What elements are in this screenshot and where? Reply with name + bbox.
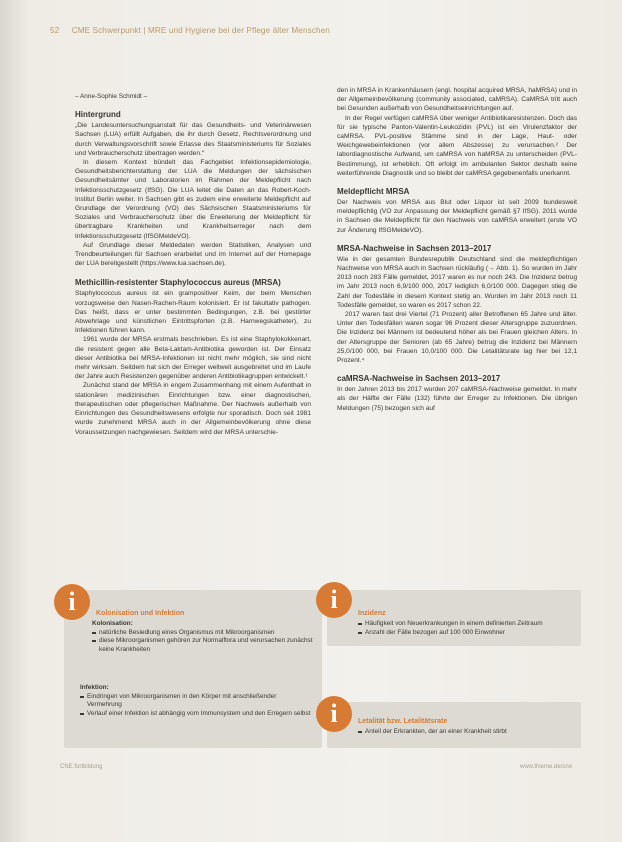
heading-meldepflicht: Meldepflicht MRSA <box>337 187 410 197</box>
list-item: natürliche Besiedlung eines Organismus mit Mikroorganismen <box>92 629 314 638</box>
paragraph: In den Jahren 2013 bis 2017 wurden 207 caMRSA-Nachweise gemeldet. In mehr als der Hälfte der Fälle (132) führte der Erreger zu Infektionen. Die übrigen Meldungen (75) bezogen sich auf <box>337 386 577 412</box>
paragraph: In diesem Kontext bündelt das Fachgebiet Infektionsepidemiologie, Gesundheitsberichterstattung der LUA die Meldungen der sächsischen Gesundheitsämter und Laboratorien im Rahmen der Meldepflicht nach Infektionsschutzgesetz (IfSG). Die LUA leitet die Daten an das Robert-Koch-Institut Berlin weiter. In Sachsen gibt es zudem eine erweiterte Meldepflicht auf Grundlage der Verordnung (VO) des Sächsischen Staatsministeriums für Soziales und Verbraucherschutz über die Erweiterung der Meldepflicht für übertragbare Krankheiten und Krankheitserreger nach dem Infektionsschutzgesetz (IfSGMeldeVO). <box>75 159 311 240</box>
infobox-body <box>358 728 574 737</box>
heading-camrsa-nachweise: caMRSA-Nachweise in Sachsen 2013–2017 <box>337 374 501 384</box>
infobox-body <box>92 620 314 654</box>
infobox-subtitle: Infektion: <box>80 684 109 691</box>
list-item: diese Mikroorganismen gehören zur Normalflora und verursachen zunächst keine Krankheiten <box>92 637 314 654</box>
footer-left: CNE.fortbildung <box>60 764 103 770</box>
infobox-subtitle: Kolonisation: <box>92 620 133 627</box>
heading-hintergrund: Hintergrund <box>75 110 121 120</box>
paragraph: „Die Landesuntersuchungsanstalt für das Gesundheits- und Veterinärwesen Sachsen (LUA) erfüllt Aufgaben, die ihr durch Gesetz, Rechtsverordnung und durch Verwaltungsvorschrift sowie Erlasse des Staatsministeriums für Soziales und Verbraucherschutz übertragen werden.“ <box>75 122 311 157</box>
left-column <box>75 92 311 437</box>
infobox-title: Inzidenz <box>358 610 386 617</box>
infobox-inzidenz <box>327 590 581 646</box>
paragraph: Staphylococcus aureus ist ein grampositiver Keim, der beim Menschen vorzugsweise den Nasen-Rachen-Raum kolonisiert. Er ist fakultativ pathogen. Das heißt, dass er unter bestimmten Bedingungen, z.B. bei gestörter Abwehrlage und künstlichen Eintrittspforten (z.B. Harnwegskatheter), zu Infektionen führen kann. <box>75 290 311 335</box>
paragraph: In der Regel verfügen caMRSA über weniger Antibiotikaresistenzen. Doch das für sie typische Panton-Valentin-Leukozidin (PVL) ist ein Virulenzfaktor der caMRSA. PVL-positive Stämme sind in der Lage, Haut- oder Weichgewebeinfektionen (vor allem Abszesse) zu verursachen.² Der labordiagnostische Aufwand, um caMRSA von haMRSA zu unterscheiden (PVL-Bestimmung), ist erheblich. Oft erfolgt im ambulanten Sektor deshalb keine weiterführende Diagnostik und so bleibt der caMRSA gegebenenfalls unerkannt. <box>337 114 577 177</box>
page-number: 52 <box>50 26 60 35</box>
infobox-body <box>358 620 574 637</box>
infobox-body <box>80 684 312 718</box>
info-icon: i <box>316 696 352 732</box>
paragraph: Wie in der gesamten Bundesrepublik Deutschland sind die meldepflichtigen Nachweise von MRSA auch in Sachsen rückläufig (→ Abb. 1). So wurden im Jahr 2013 noch 283 Fälle gemeldet, 2017 waren es nur noch 243. Die Inzidenz betrug im Jahr 2013 noch 6,9/100 000, 2017 lediglich 6,0/100 000. Dagegen stieg die Zahl der Todesfälle in diesem Kontext stetig an. Wurden im Jahr 2013 noch 11 Todesfälle gemeldet, so waren es 2017 schon 22. <box>337 255 577 309</box>
paragraph: Der Nachweis von MRSA aus Blut oder Liquor ist seit 2009 bundesweit meldepflichtig (VO zur Anpassung der Meldepflicht gemäß §7 IfSG). 2011 wurde in Sachsen die Meldepflicht für den Nachweis von caMRSA erweitert (erste VO zur Änderung IfSGMeldeVO). <box>337 199 577 234</box>
info-icon: i <box>54 584 90 620</box>
paragraph: den in MRSA in Krankenhäusern (engl. hospital acquired MRSA, haMRSA) und in der Allgemeinbevölkerung (community associated, caMRSA). CaMRSA tritt auch bei Gesunden außerhalb von Gesundheitseinrichtungen auf. <box>337 87 577 113</box>
list-item: Verlauf einer Infektion ist abhängig vom Immunsystem und den Erregern selbst <box>80 710 312 719</box>
footer-right: www.thieme.de/cne <box>520 764 573 770</box>
infobox-title: Letalität bzw. Letalitätsrate <box>358 718 448 725</box>
paragraph: Auf Grundlage dieser Meldedaten werden Statistiken, Analysen und Trendbeurteilungen für Sachsen erarbeitet und im Internet auf der Homepage der LUA bereitgestellt (https://www.lua.sachsen.de). <box>75 241 311 268</box>
paragraph: 1961 wurde der MRSA erstmals beschrieben. Es ist eine Staphylokokkenart, die resistent gegen alle Beta-Laktam-Antibiotika geworden ist. Der Einsatz dieser Antibiotika bei MRSA-Infektionen ist nicht mehr möglich, sie sind nicht mehr wirksam. Seitdem hat sich der Erreger weltweit ausgebreitet und im Laufe der Jahre auch Resistenzen gegenüber anderen Antibiotikagruppen entwickelt.¹ <box>75 336 311 381</box>
heading-mrsa: Methicillin-resistenter Staphylococcus aureus (MRSA) <box>75 278 281 288</box>
info-icon: i <box>316 582 352 618</box>
infobox-letalitaet <box>327 702 581 748</box>
infobox-title: Kolonisation und Infektion <box>96 610 185 617</box>
list-item: Anteil der Erkrankten, der an einer Krankheit stirbt <box>358 728 574 737</box>
paragraph: 2017 waren fast drei Viertel (71 Prozent) aller Betroffenen 65 Jahre und älter. Unter den Todesfällen waren sogar 96 Prozent dieser Altersgruppe zuzuordnen. Die Inzidenz bei Männern ist bedeutend höher als bei Frauen gleichen Alters. In der Altersgruppe der Senioren (ab 65 Jahre) betrug die Inzidenz bei Männern 25,0/100 000, bei Frauen 10,0/100 000. Die Letalitätsrate lag hier bei 12,1 Prozent.⁴ <box>337 311 577 365</box>
list-item: Eindringen von Mikroorganismen in den Körper mit anschließender Vermehrung <box>80 693 312 710</box>
page-header <box>50 26 330 35</box>
header-title: CME Schwerpunkt | MRE und Hygiene bei der Pflege älter Menschen <box>71 26 330 35</box>
author-line: – Anne-Sophie Schmidt – <box>75 93 148 100</box>
heading-mrsa-nachweise: MRSA-Nachweise in Sachsen 2013–2017 <box>337 243 492 253</box>
paragraph: Zunächst stand der MRSA in engem Zusammenhang mit einem Aufenthalt in stationären medizinischen Einrichtungen bzw. einer diagnostischen, therapeutischen oder pflegerischen Maßnahme. Der Nachweis außerhalb von Einrichtungen des Gesundheitswesens erfolgte nur sporadisch. Doch seit 1981 wurde zunehmend MRSA auch in der Allgemeinbevölkerung ohne diese Voraussetzungen nachgewiesen. Seitdem wird der MRSA unterschie- <box>75 382 311 436</box>
list-item: Anzahl der Fälle bezogen auf 100 000 Einwohner <box>358 629 574 638</box>
list-item: Häufigkeit von Neuerkrankungen in einem definierten Zeitraum <box>358 620 574 629</box>
right-column <box>337 86 577 413</box>
